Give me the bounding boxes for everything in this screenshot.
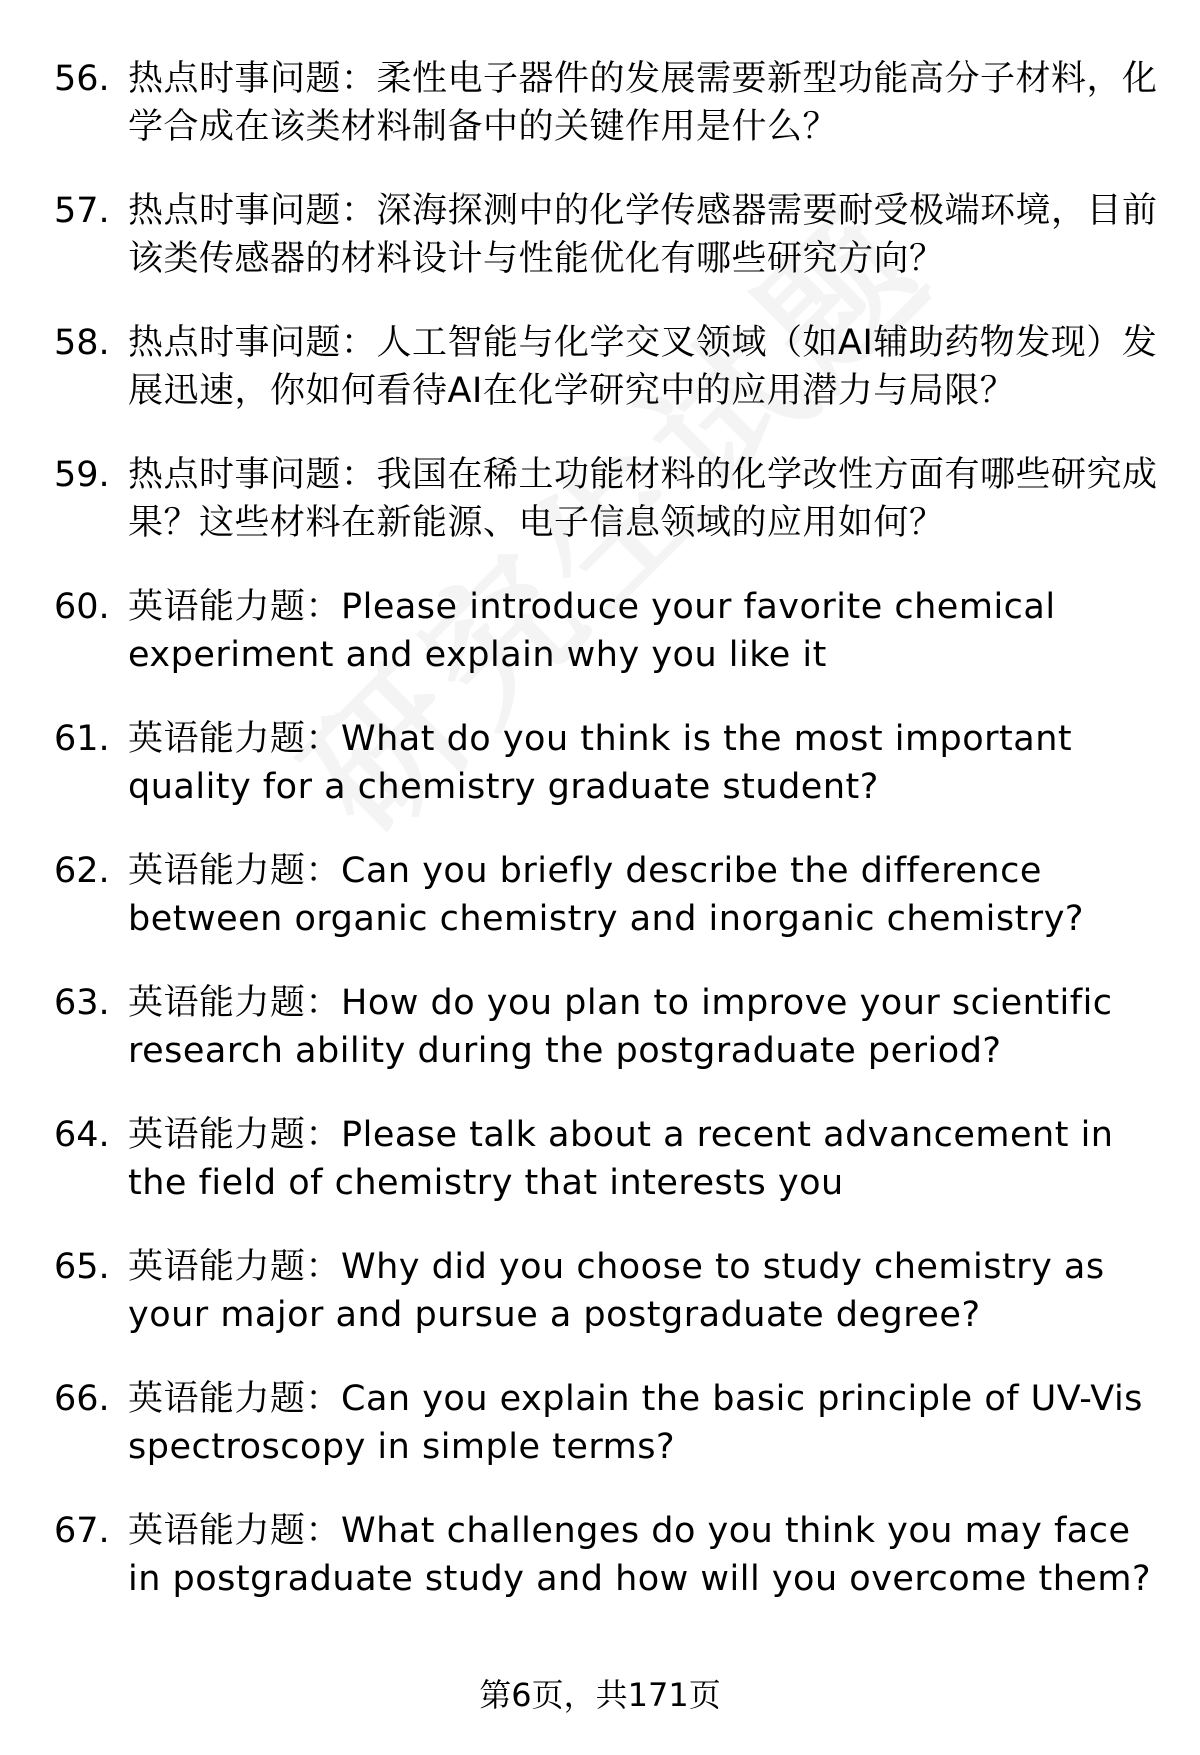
page-footer: 第6页，共171页 xyxy=(479,1676,721,1714)
question-number: 65. xyxy=(54,1247,110,1287)
question-number: 66. xyxy=(54,1379,110,1419)
question-item xyxy=(0,1375,1200,1507)
question-item xyxy=(0,451,1200,583)
question-number: 64. xyxy=(54,1115,110,1155)
question-text: 英语能力题：Can you explain the basic principle of UV-Vis spectroscopy in simple terms? xyxy=(128,1379,1143,1467)
question-item xyxy=(0,55,1200,187)
question-text: 英语能力题：How do you plan to improve your scientific research ability during the postgraduate period? xyxy=(128,983,1113,1071)
question-item xyxy=(0,715,1200,847)
question-text: 英语能力题：What challenges do you think you may face in postgraduate study and how will you overcome them? xyxy=(128,1511,1152,1599)
question-text: 英语能力题：Please introduce your favorite chemical experiment and explain why you like it xyxy=(128,587,1056,675)
question-number: 62. xyxy=(54,851,110,891)
question-text: 英语能力题：What do you think is the most important quality for a chemistry graduate student? xyxy=(128,719,1073,807)
question-item xyxy=(0,1243,1200,1375)
question-text: 热点时事问题：柔性电子器件的发展需要新型功能高分子材料，化学合成在该类材料制备中的关键作用是什么？ xyxy=(128,59,1158,147)
question-item xyxy=(0,187,1200,319)
question-item xyxy=(0,1507,1200,1639)
question-text: 热点时事问题：我国在稀土功能材料的化学改性方面有哪些研究成果？这些材料在新能源、电子信息领域的应用如何？ xyxy=(128,455,1158,543)
question-number: 58. xyxy=(54,323,110,363)
question-number: 57. xyxy=(54,191,110,231)
question-item xyxy=(0,583,1200,715)
question-text: 热点时事问题：人工智能与化学交叉领域（如AI辅助药物发现）发展迅速，你如何看待AI在化学研究中的应用潜力与局限？ xyxy=(128,323,1158,411)
question-number: 63. xyxy=(54,983,110,1023)
question-number: 67. xyxy=(54,1511,110,1551)
question-number: 59. xyxy=(54,455,110,495)
question-item xyxy=(0,1111,1200,1243)
question-text: 热点时事问题：深海探测中的化学传感器需要耐受极端环境，目前该类传感器的材料设计与性能优化有哪些研究方向？ xyxy=(128,191,1158,279)
question-list xyxy=(0,55,1200,1639)
question-item xyxy=(0,319,1200,451)
question-number: 61. xyxy=(54,719,110,759)
question-text: 英语能力题：Please talk about a recent advancement in the field of chemistry that interests you xyxy=(128,1115,1114,1203)
question-text: 英语能力题：Why did you choose to study chemistry as your major and pursue a postgraduate degree? xyxy=(128,1247,1105,1335)
question-number: 56. xyxy=(54,59,110,99)
question-text: 英语能力题：Can you briefly describe the difference between organic chemistry and inorganic chemistry? xyxy=(128,851,1084,939)
question-item xyxy=(0,847,1200,979)
question-item xyxy=(0,979,1200,1111)
question-number: 60. xyxy=(54,587,110,627)
